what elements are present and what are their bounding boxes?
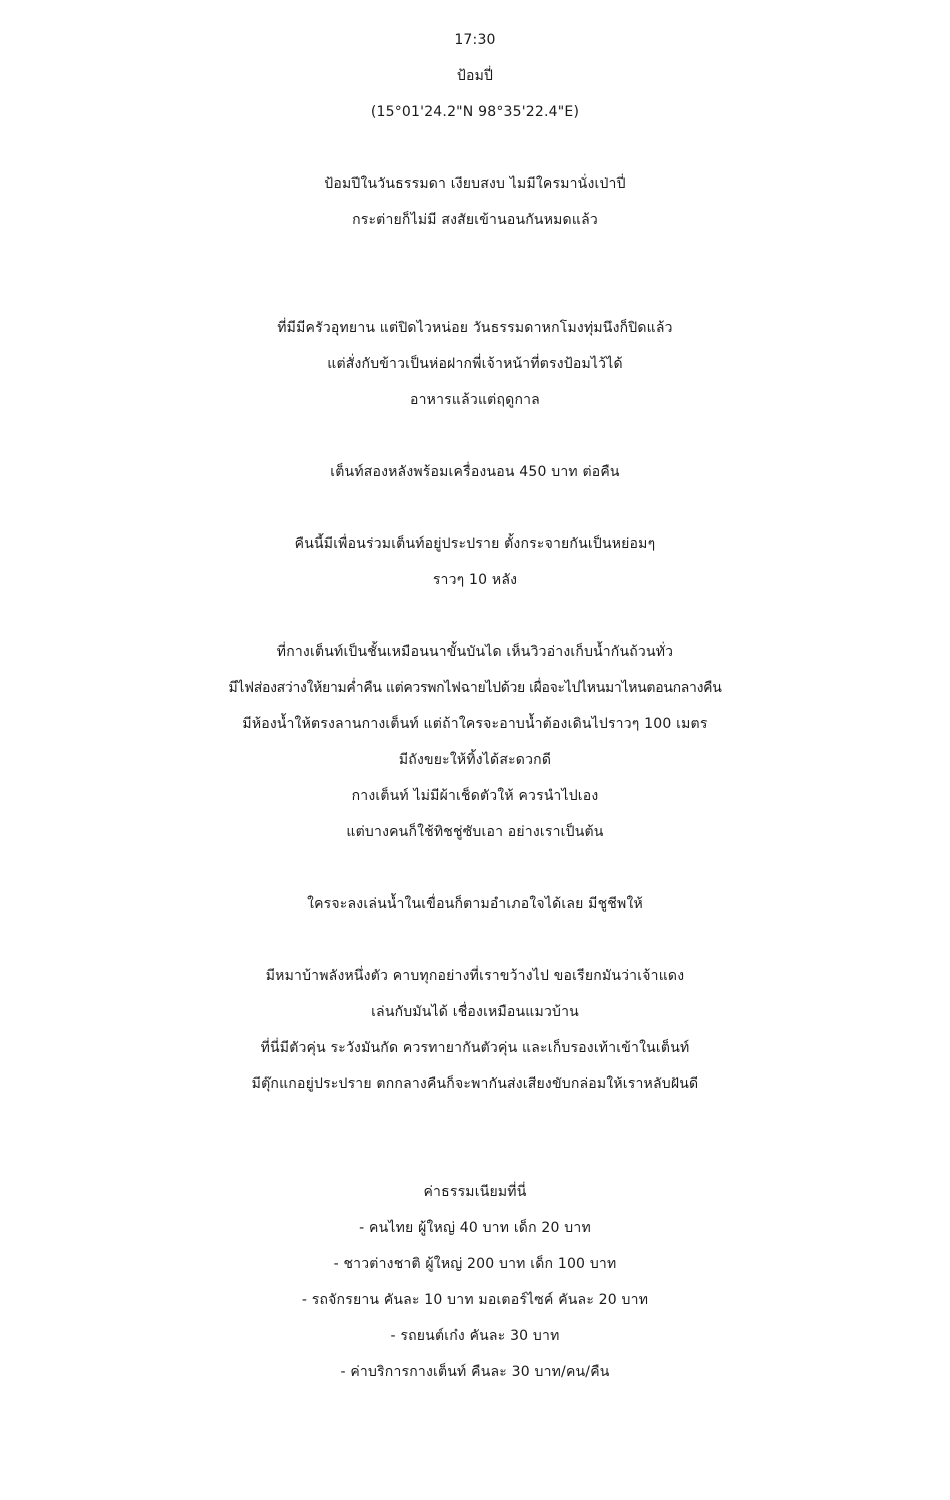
neighbors-line: ราวๆ 10 หลัง xyxy=(432,572,518,588)
spacer xyxy=(0,130,950,166)
animals-line: ที่นี่มีตัวคุ่น ระวังมันกัด ควรทายากันตัวคุ่น และเก็บรองเท้าเข้าในเต็นท์ xyxy=(260,1040,690,1056)
travel-note xyxy=(0,22,950,1390)
intro-line: กระต่ายก็ไม่มี สงสัยเข้านอนกันหมดแล้ว xyxy=(352,212,598,228)
animals-line: มีหมาบ้าพลังหนึ่งตัว คาบทุกอย่างที่เราขว้างไป ขอเรียกมันว่าเจ้าแดง xyxy=(265,968,685,984)
spacer xyxy=(0,490,950,526)
spacer xyxy=(0,238,950,310)
facilities-line: มีไฟส่องสว่างให้ยามค่ำคืน แต่ควรพกไฟฉายไปด้วย เผื่อจะไปไหนมาไหนตอนกลางคืน xyxy=(228,680,722,696)
facilities-line: มีถังขยะให้ทิ้งได้สะดวกดี xyxy=(398,752,552,768)
facilities-line: มีห้องน้ำให้ตรงลานกางเต็นท์ แต่ถ้าใครจะอาบน้ำต้องเดินไปราวๆ 100 เมตร xyxy=(242,716,708,732)
spacer xyxy=(0,1102,950,1174)
facilities-line: แต่บางคนก็ใช้ทิชชู่ซับเอา อย่างเราเป็นต้น xyxy=(346,824,604,840)
fee-item: - รถยนต์เก๋ง คันละ 30 บาท xyxy=(390,1328,560,1344)
spacer xyxy=(0,418,950,454)
coordinates-text: (15°01'24.2"N 98°35'22.4"E) xyxy=(370,104,580,120)
neighbors-line: คืนนี้มีเพื่อนร่วมเต็นท์อยู่ประปราย ตั้งกระจายกันเป็นหย่อมๆ xyxy=(294,536,656,552)
facilities-line: กางเต็นท์ ไม่มีผ้าเช็ดตัวให้ ควรนำไปเอง xyxy=(351,788,599,804)
fee-item: - รถจักรยาน คันละ 10 บาท มอเตอร์ไซค์ คันละ 20 บาท xyxy=(301,1292,649,1308)
food-line: ที่มีมีครัวอุทยาน แต่ปิดไวหน่อย วันธรรมดาหกโมงทุ่มนึงก็ปิดแล้ว xyxy=(277,320,673,336)
spacer xyxy=(0,598,950,634)
swim-line: ใครจะลงเล่นน้ำในเขื่อนก็ตามอำเภอใจได้เลย มีชูชีพให้ xyxy=(307,896,643,912)
fee-item: - คนไทย ผู้ใหญ่ 40 บาท เด็ก 20 บาท xyxy=(359,1220,591,1236)
food-line: แต่สั่งกับข้าวเป็นห่อฝากพี่เจ้าหน้าที่ตรงป้อมไว้ได้ xyxy=(327,356,623,372)
spacer xyxy=(0,850,950,886)
fee-item: - ค่าบริการกางเต็นท์ คืนละ 30 บาท/คน/คืน xyxy=(340,1364,610,1380)
animals-line: เล่นกับมันได้ เชื่องเหมือนแมวบ้าน xyxy=(371,1004,579,1020)
time-text: 17:30 xyxy=(454,32,496,48)
animals-line: มีตุ๊กแกอยู่ประปราย ตกกลางคืนก็จะพากันส่งเสียงขับกล่อมให้เราหลับฝันดี xyxy=(251,1076,699,1092)
facilities-line: ที่กางเต็นท์เป็นชั้นเหมือนนาขั้นบันได เห็นวิวอ่างเก็บน้ำกันถ้วนทั่ว xyxy=(276,644,674,660)
place-name: ป้อมปี่ xyxy=(456,68,494,84)
food-line: อาหารแล้วแต่ฤดูกาล xyxy=(410,392,540,408)
spacer xyxy=(0,922,950,958)
tent-price-line: เต็นท์สองหลังพร้อมเครื่องนอน 450 บาท ต่อคืน xyxy=(330,464,620,480)
intro-line: ป้อมปีในวันธรรมดา เงียบสงบ ไมมีใครมานั่งเป่าปี่ xyxy=(324,176,626,192)
fees-title: ค่าธรรมเนียมที่นี่ xyxy=(423,1184,527,1200)
fee-item: - ชาวต่างชาติ ผู้ใหญ่ 200 บาท เด็ก 100 บาท xyxy=(333,1256,617,1272)
